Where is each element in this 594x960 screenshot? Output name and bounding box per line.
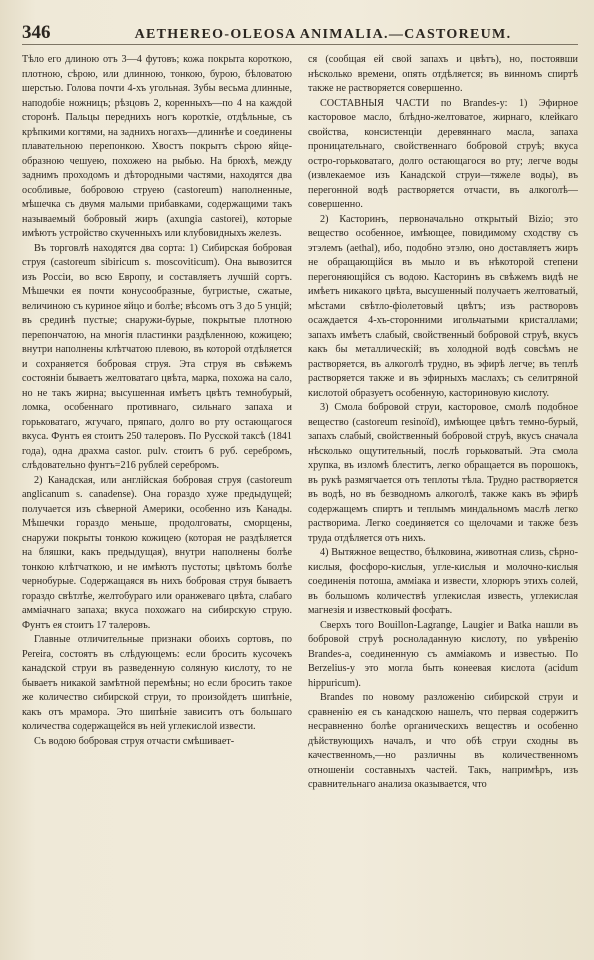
paragraph: ся (сообщая ей свой запахъ и цвѣтъ), но, постоявши нѣсколько времени, опять отдѣляется; въ винномъ спиртѣ также не растворяется совершенно. <box>308 54 578 94</box>
left-column <box>22 53 292 958</box>
page-number: 346 <box>22 22 51 43</box>
paragraph: Тѣло его длиною отъ 3—4 футовъ; кожа покрыта короткою, плотною, сѣрою, или длинною, тонкою, бурою, бѣловатою шерстью. Голова почти 4-хъ угольная. Зубы весьма длинные, наподобіе ножницъ; рѣзцовъ 2, коренныхъ—по 4 на каждой сторонѣ. Пальцы переднихъ ногъ короткіе, отдѣльные, съ крѣпкими когтями, на заднихъ ногахъ—длиннѣе и соединены плавательною перепонкою. Хвостъ покрытъ сѣрою яйце-образною чешуею, похожею на рыбью. На брюхѣ, между заднимъ проходомъ и дѣтородными частями, находятся два особливые, бобровою струею (castoreum) наполненные, мѣшечка съ двумя малыми прибавками, содержащими такъ называемый бобровый жиръ (axungia castorei), которые имѣютъ устройство скученныхъ или клубовидныхъ железъ. <box>22 54 292 239</box>
paragraph: Главные отличительные признаки обоихъ сортовъ, по Pereira, состоятъ въ слѣдующемъ: если бросить кусочекъ канадской струи въ разведенную соляную кислоту, то не бываетъ никакой замѣтной перемѣны; но если бросить такое же количество сибирской струи, то произойдетъ шипѣніе, какъ отъ мрамора. Это шипѣніе зависитъ отъ большаго количества содержащейся въ ней углекислой извести. <box>22 634 292 732</box>
text-columns <box>22 53 578 958</box>
paragraph: 2) Касторинъ, первоначально открытый Bizio; это вещество особенное, имѣющее, повидимому сходству съ этэлемъ (aethal), ибо, подобно этэлю, оно доставляетъ жиръ не обращающійся въ мыло и въ нѣкоторой степени перегоняющійся съ водою. Касторинъ въ свѣжемъ видѣ не имѣетъ никакого цвѣта, высушенный получаетъ желтоватый, мѣстами свѣтло-фіолетовый цвѣтъ; изъ растворовъ осаждается 4-хъ-сторонними игольчатыми кристаллами; запахъ имѣетъ слабый, свойственный бобровой струѣ, вкусъ какъ бы металлическій; въ холодной водѣ совсѣмъ не растворяется, въ алкоголѣ трудно, въ эфирѣ легче; въ теплѣ растворяется также и въ эфирныхъ маслахъ; съ селитряной кислотой образуетъ особенную, касториновую кислоту. <box>308 213 578 399</box>
paragraph: 3) Смола бобровой струи, касторовое, смолѣ подобное вещество (castoreum resinoïd), имѣющее цвѣтъ темно-бурый, запахъ слабый, свойственный бобровой струѣ, вкусъ сначала нѣсколько ощутительный, послѣ горьковатый. Эта смола хрупка, въ изломѣ блеститъ, легко обращается въ порошокъ, въ рукѣ размягчается отъ теплоты тѣла. Трудно растворяется въ водѣ, но въ безводномъ алкоголѣ, также какъ въ эфирѣ содержащемъ спиртъ и теплымъ миндальномъ маслѣ легко растворима. Легко соединяется со щелочами и также безъ труда отдѣляется отъ нихъ. <box>308 402 578 544</box>
paragraph: Въ торговлѣ находятся два сорта: 1) Сибирская бобровая струя (castoreum sibiricum s. moscoviticum). Она вывозится изъ Россіи, во всю Европу, и составляетъ лучшій сортъ. Мѣшечки ея почти конусообразные, бугристые, сжатые, величиною съ куриное яйцо и болѣе; вѣсомъ отъ 3 до 5 унцій; въ срединѣ пустые; снаружи-бурые, покрытые плотною перепончатою, на многія пластинки раздѣленною, кожицею; внутри наполнены клѣтчатою плевою, въ которой отдѣляется и сохраняется бобровая струя. Эта струя въ свѣжемъ состояніи бываетъ желтоватаго цвѣта, марка, похожа на сало, но не такъ жирна; высушенная имѣетъ цвѣтъ темнобурый, ломка, особеннаго противнаго, сильнаго запаха и горьковатаго, жгучаго, пряпаго, долго во рту остающагося вкуса. Фунтъ ея стоитъ 250 талеровъ. По Русской таксѣ (1841 года), одна драхма castor. pulv. стоитъ 6 руб. серебромъ, слѣдовательно фунтъ=216 рублей серебромъ. <box>22 242 292 471</box>
right-column <box>308 53 578 958</box>
paragraph: Brandes по новому разложенію сибирской струи и сравненію ея съ канадскою нашелъ, что первая содержитъ несравненно болѣе органическихъ веществъ и особенно дѣйствующихъ началъ, и что обѣ струи сходны въ качественномъ,—но различны въ количественномъ отношеніи составныхъ частей. Такъ, напримѣръ, изъ сравнительнаго анализа оказывается, что <box>308 692 578 790</box>
paragraph: 4) Вытяжное вещество, бѣлковина, животная слизь, сѣрно-кислыя, фосфоро-кислыя, угле-кислыя и молочно-кислыя соединенія потоша, аммiака и извести, хлорюръ этихъ солей, въ большомъ количествѣ углекислая известь, углекислая магнезія и известковый фосфатъ. <box>308 547 578 616</box>
paragraph: 2) Канадская, или англійская бобровая струя (castoreum anglicanum s. canadense). Она гораздо хуже предыдущей; получается изъ сѣверной Америки, особенно изъ Канады. Мѣшечки гораздо меньше, продолговаты, сморщены, снаружи покрыты тонкою кожицею (которая не раздѣляется на бляшки, какъ предыдущая), внутри наполнены болѣе тонкою клѣтчаткою, и не имѣютъ пустоты; цвѣтомъ болѣе чернобурые. Содержащаяся въ нихъ бобровая струя бываетъ гораздо свѣтлѣе, желтобураго или оранжеваго цвѣта, слабаго аммiачнаго запаха; вкуса похожаго на сибирскую струю. Фунтъ ея стоитъ 17 талеровъ. <box>22 474 292 631</box>
paragraph: Съ водою бобровая струя отчасти смѣшивает- <box>34 735 235 747</box>
section-heading-paragraph: СОСТАВНЫЯ ЧАСТИ по Brandes-у: 1) Эфирное касторовое масло, блѣдно-желтоватое, жирнаго, клейкаго свойства, консистенціи деревяннаго масла, запаха проницательнаго, свойственнаго бобровой струѣ; вкуса остро-горьковатаго, долго остающагося во рту; легче воды (извлекаемое изъ Канадской струи—тяжеле воды), въ перегонной водѣ растворяется отчасти, въ алкоголѣ—совершенно. <box>308 97 578 210</box>
paragraph: Сверхъ того Bouillon-Lagrange, Laugier и Batka нашли въ бобровой струѣ росноладанную кислоту, по увѣренію Brandes-а, соединенную съ аммiакомъ и известью. По Berzelius-у это могла быть конеевая кислота (acidum hippuricum). <box>308 619 578 689</box>
running-title: AETHEREO-OLEOSA ANIMALIA.—CASTOREUM. <box>134 27 512 42</box>
page-header <box>22 22 578 45</box>
